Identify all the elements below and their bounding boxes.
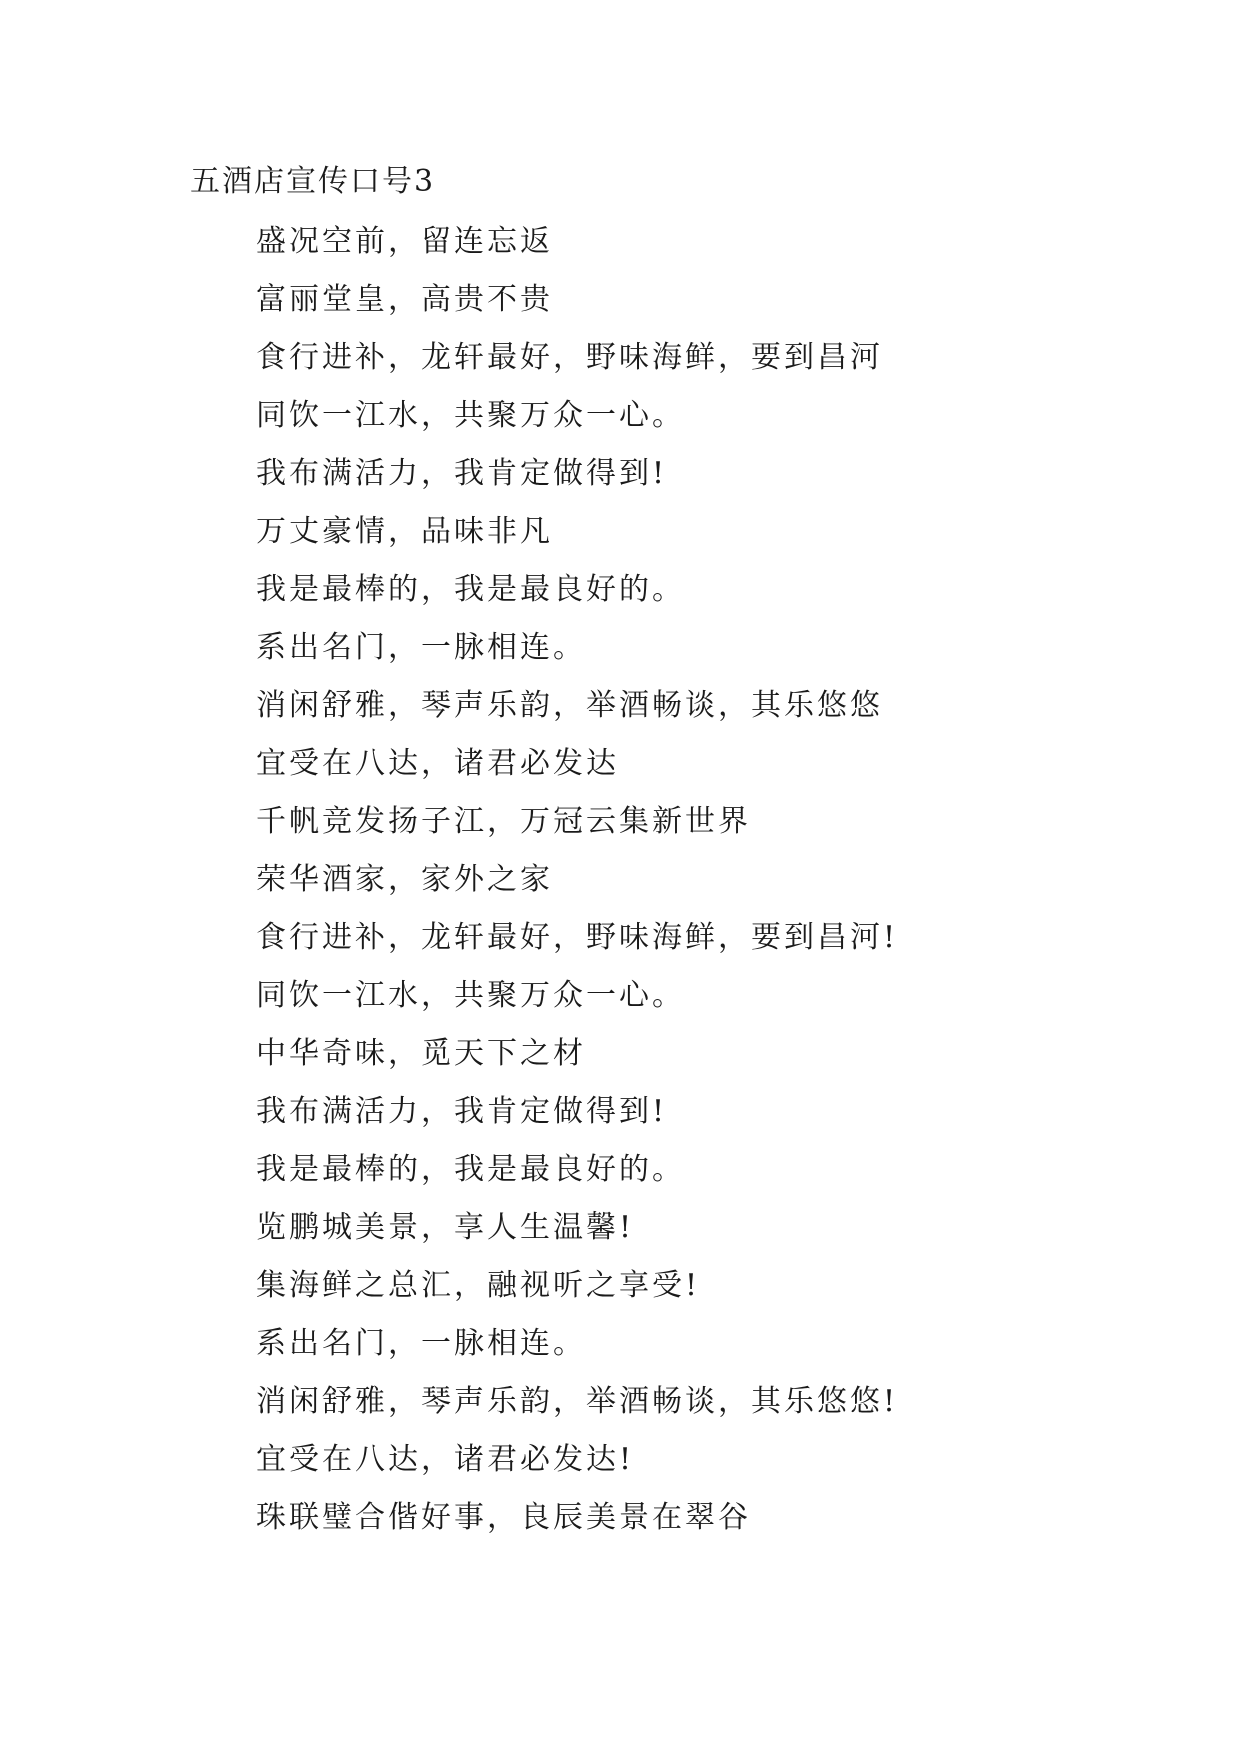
- slogan-line: 富丽堂皇，高贵不贵: [256, 282, 553, 317]
- slogan-line: 食行进补，龙轩最好，野味海鲜，要到昌河!: [256, 920, 899, 955]
- document-title: 五酒店宣传口号3: [190, 164, 436, 199]
- slogan-list: [256, 220, 898, 1554]
- slogan-line: 我是最棒的，我是最良好的。: [256, 1152, 685, 1187]
- slogan-line: 荣华酒家，家外之家: [256, 862, 553, 897]
- slogan-line: 宜受在八达，诸君必发达: [256, 746, 619, 781]
- slogan-line: 系出名门，一脉相连。: [256, 1326, 586, 1361]
- slogan-line: 消闲舒雅，琴声乐韵，举酒畅谈，其乐悠悠: [256, 688, 883, 723]
- slogan-line: 同饮一江水，共聚万众一心。: [256, 398, 685, 433]
- slogan-line: 食行进补，龙轩最好，野味海鲜，要到昌河: [256, 340, 883, 375]
- slogan-line: 我布满活力，我肯定做得到!: [256, 456, 668, 491]
- slogan-line: 我布满活力，我肯定做得到!: [256, 1094, 668, 1129]
- slogan-line: 消闲舒雅，琴声乐韵，举酒畅谈，其乐悠悠!: [256, 1384, 899, 1419]
- slogan-line: 集海鲜之总汇，融视听之享受!: [256, 1268, 701, 1303]
- slogan-line: 宜受在八达，诸君必发达!: [256, 1442, 635, 1477]
- slogan-line: 千帆竞发扬子江，万冠云集新世界: [256, 804, 751, 839]
- slogan-line: 览鹏城美景，享人生温馨!: [256, 1210, 635, 1245]
- slogan-line: 同饮一江水，共聚万众一心。: [256, 978, 685, 1013]
- slogan-line: 珠联璧合偕好事，良辰美景在翠谷: [256, 1500, 751, 1535]
- slogan-line: 中华奇味，觅天下之材: [256, 1036, 586, 1071]
- slogan-line: 盛况空前，留连忘返: [256, 224, 553, 259]
- slogan-line: 系出名门，一脉相连。: [256, 630, 586, 665]
- slogan-line: 万丈豪情，品味非凡: [256, 514, 553, 549]
- slogan-line: 我是最棒的，我是最良好的。: [256, 572, 685, 607]
